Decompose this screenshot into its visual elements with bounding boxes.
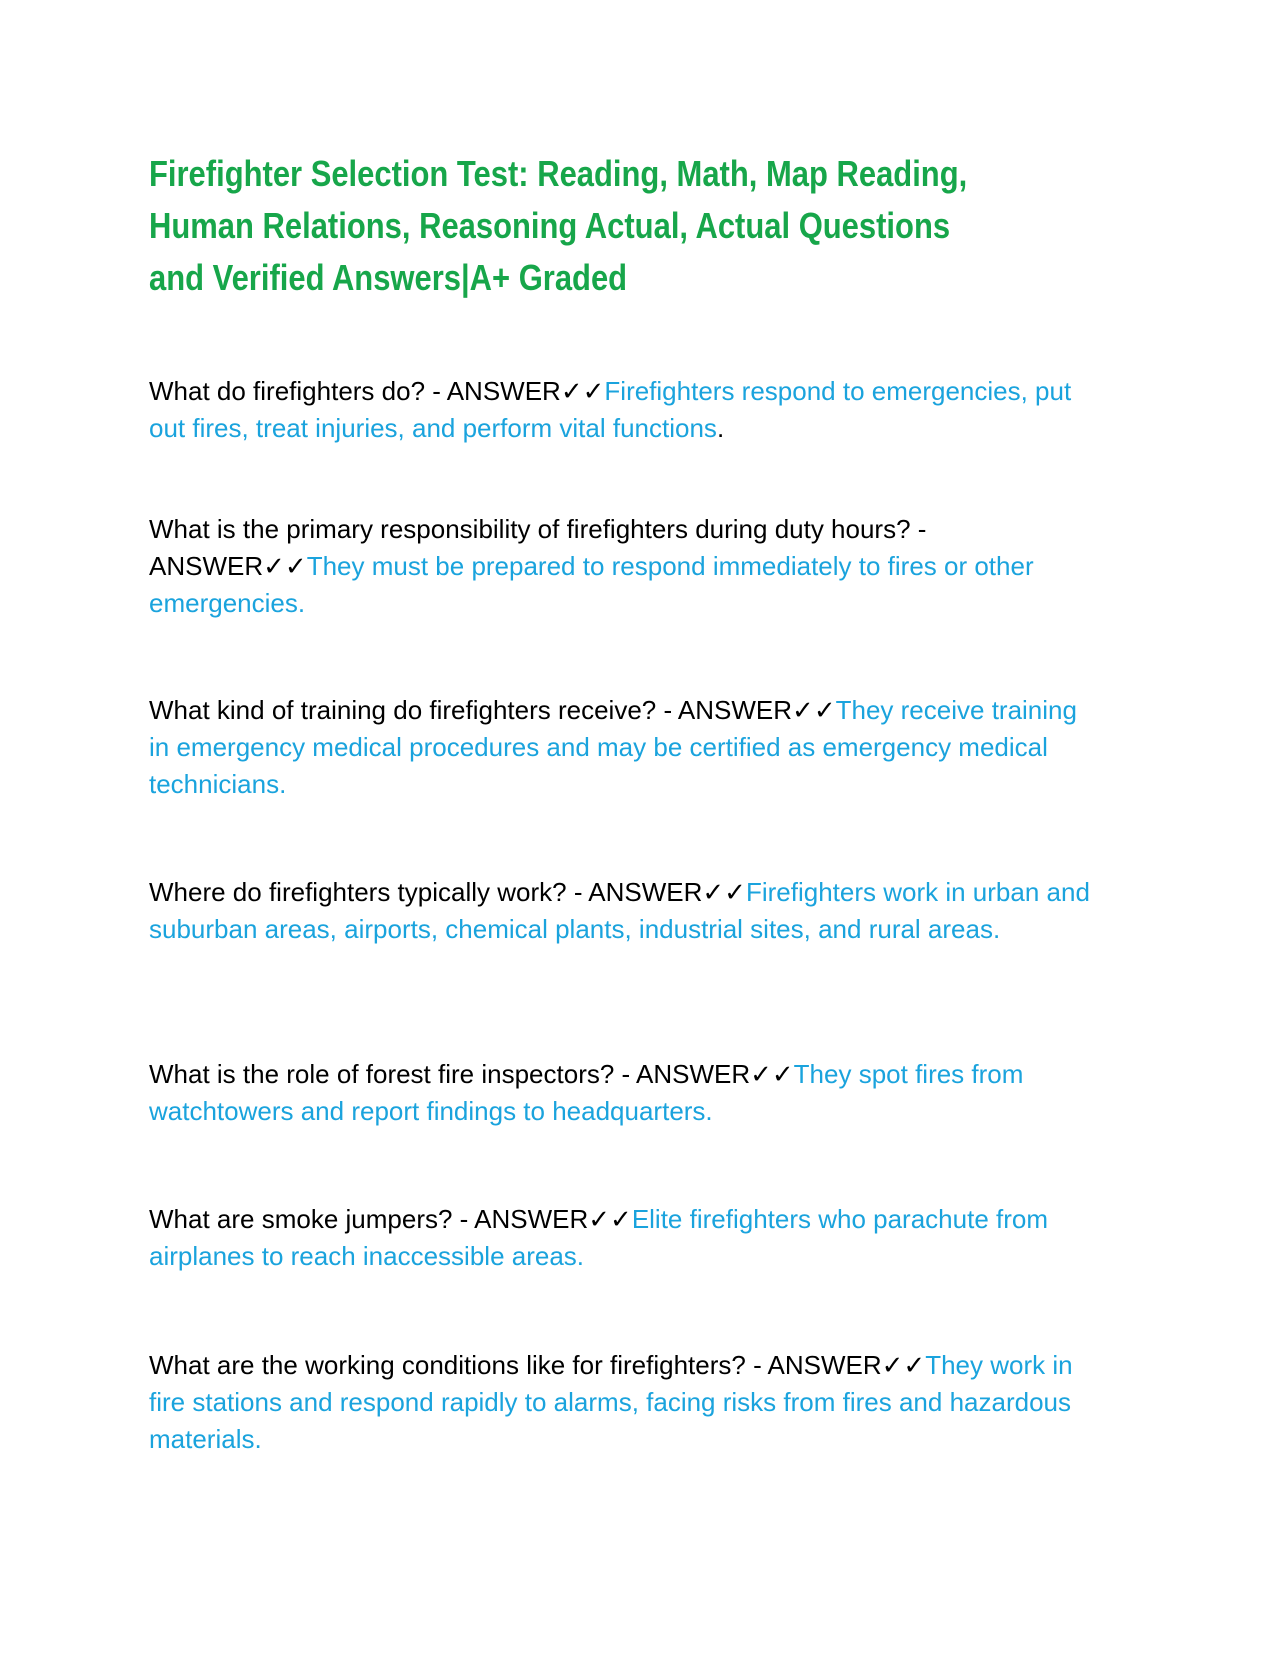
qa-item-4 bbox=[149, 874, 1099, 948]
question-text: What is the role of forest fire inspectors? bbox=[149, 1059, 615, 1089]
answer-marker: - ANSWER✓✓ bbox=[745, 1350, 926, 1380]
answer-text: They work in fire stations and respond rapidly to alarms, facing risks from fires and hazardous materials. bbox=[149, 1350, 1073, 1454]
qa-item-6 bbox=[149, 1201, 1099, 1275]
answer-text: Firefighters respond to emergencies, put out fires, treat injuries, and perform vital functions bbox=[149, 376, 1072, 443]
answer-marker: - ANSWER✓✓ bbox=[566, 877, 746, 907]
question-text: What are smoke jumpers? bbox=[149, 1204, 453, 1234]
answer-marker: - ANSWER✓✓ bbox=[452, 1204, 632, 1234]
answer-text: They spot fires from watchtowers and report findings to headquarters. bbox=[149, 1059, 1024, 1126]
answer-text: Firefighters work in urban and suburban areas, airports, chemical plants, industrial sites, and rural areas. bbox=[149, 877, 1090, 944]
qa-item-1 bbox=[149, 373, 1099, 447]
question-text: What are the working conditions like for firefighters? bbox=[149, 1350, 746, 1380]
qa-item-3 bbox=[149, 692, 1099, 803]
answer-marker: - ANSWER✓✓ bbox=[149, 514, 927, 581]
question-text: Where do firefighters typically work? bbox=[149, 877, 567, 907]
answer-text: Elite firefighters who parachute from airplanes to reach inaccessible areas. bbox=[149, 1204, 1049, 1271]
answer-marker: - ANSWER✓✓ bbox=[425, 376, 605, 406]
qa-item-2 bbox=[149, 511, 1099, 622]
answer-marker: - ANSWER✓✓ bbox=[614, 1059, 794, 1089]
page-title: Firefighter Selection Test: Reading, Math, Map Reading, Human Relations, Reasoning Actual, Actual Questions and Verified Answers|A+ Graded bbox=[149, 153, 968, 298]
question-text: What do firefighters do? bbox=[149, 376, 426, 406]
qa-item-7 bbox=[149, 1347, 1099, 1458]
answer-text: They must be prepared to respond immediately to fires or other emergencies. bbox=[149, 551, 1034, 618]
qa-item-5 bbox=[149, 1056, 1099, 1130]
question-text: What is the primary responsibility of firefighters during duty hours? bbox=[149, 514, 911, 544]
answer-terminal-punctuation: . bbox=[716, 413, 725, 443]
answer-text: They receive training in emergency medical procedures and may be certified as emergency medical technicians. bbox=[149, 695, 1077, 799]
answer-marker: - ANSWER✓✓ bbox=[656, 695, 836, 725]
question-text: What kind of training do firefighters receive? bbox=[149, 695, 657, 725]
